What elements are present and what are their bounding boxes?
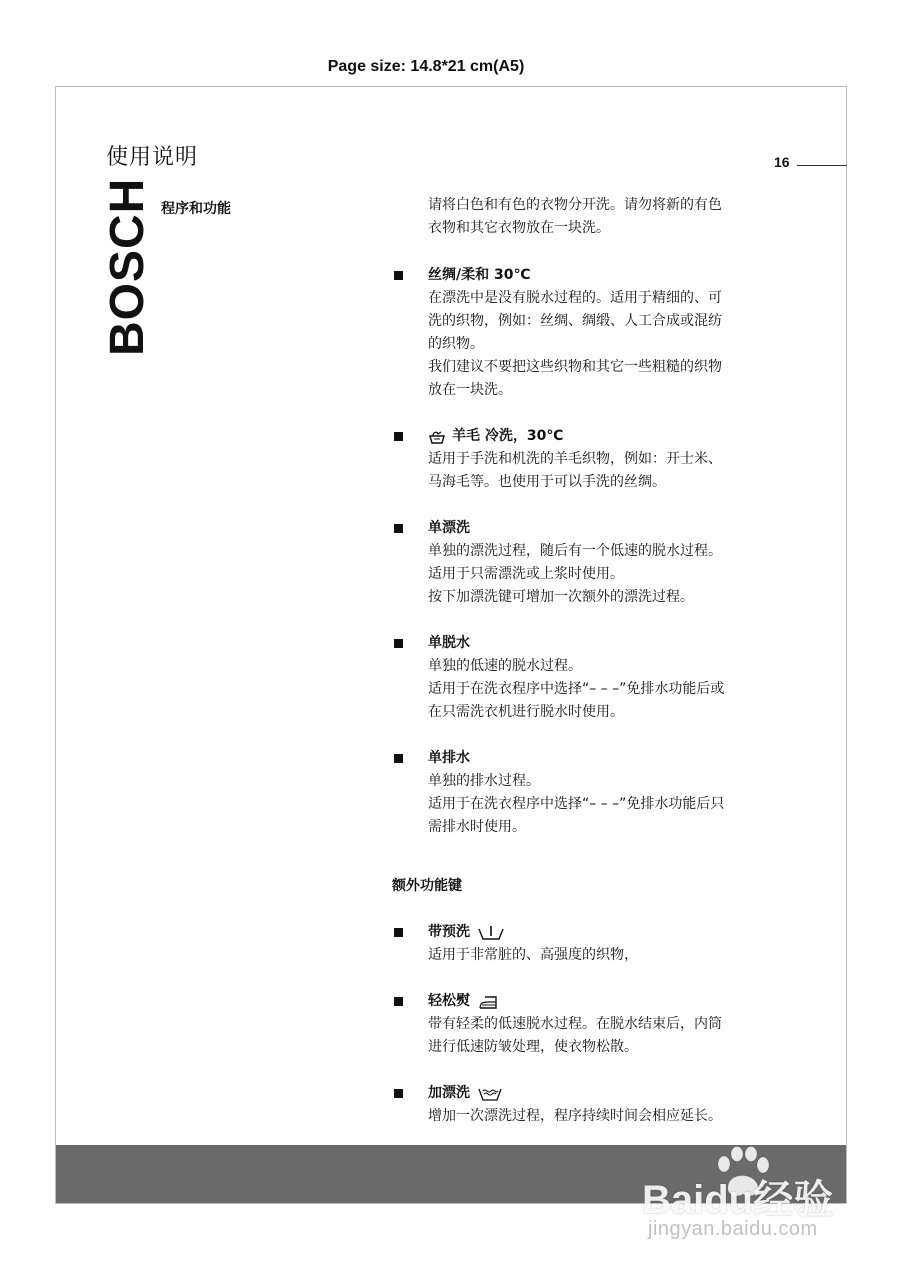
- intro-line: 请将白色和有色的衣物分开洗。请勿将新的有色: [428, 197, 722, 213]
- prewash-icon: [476, 925, 506, 941]
- program-line: 适用于手洗和机洗的羊毛织物，例如：开士米、: [428, 451, 722, 467]
- bullet-square-icon: [394, 1089, 403, 1098]
- extra-line: 带有轻柔的低速脱水过程。在脱水结束后，内筒: [428, 1016, 722, 1032]
- extra-item: [392, 990, 792, 1059]
- extra-title: [428, 921, 792, 944]
- program-item: [392, 632, 792, 724]
- bullet-square-icon: [394, 997, 403, 1006]
- extra-item: [392, 1082, 792, 1128]
- bullet-square-icon: [394, 928, 403, 937]
- program-line: 在漂洗中是没有脱水过程的。适用于精细的、可: [428, 290, 722, 306]
- extra-rinse-icon: [476, 1086, 504, 1102]
- extra-item: [392, 921, 792, 967]
- program-line: 单独的排水过程。: [428, 773, 540, 789]
- program-line: 单独的低速的脱水过程。: [428, 658, 582, 674]
- content-column: [392, 194, 792, 1151]
- page-number-rule: [797, 165, 847, 166]
- watermark-url: jingyan.baidu.com: [648, 1218, 818, 1240]
- program-line: 适用于在洗衣程序中选择“– – –”免排水功能后或: [428, 681, 725, 697]
- page-title: 使用说明: [106, 145, 199, 170]
- program-title-text: 单漂洗: [428, 520, 470, 536]
- program-title-text: 单脱水: [428, 635, 470, 651]
- program-item: [392, 264, 792, 402]
- brand-logo: BOSCH: [101, 177, 154, 356]
- watermark-brand: Baidu经验: [642, 1178, 834, 1222]
- extra-functions-heading: 额外功能键: [392, 878, 462, 894]
- bullet-square-icon: [394, 524, 403, 533]
- program-line: 适用于只需漂洗或上浆时使用。: [428, 566, 624, 582]
- program-line: 洗的织物，例如：丝绸、绸缎、人工合成或混纺: [428, 313, 722, 329]
- program-line: 马海毛等。也使用于可以手洗的丝绸。: [428, 474, 666, 490]
- program-title: [428, 425, 792, 448]
- program-title: [428, 517, 792, 540]
- page-size-note: Page size: 14.8*21 cm(A5): [327, 58, 525, 75]
- program-line: 在只需洗衣机进行脱水时使用。: [428, 704, 624, 720]
- program-title-text: 丝绸/柔和 30℃: [428, 267, 531, 283]
- intro-line: 衣物和其它衣物放在一块洗。: [428, 220, 610, 236]
- program-title-text: 羊毛 冷洗，30℃: [452, 428, 564, 444]
- program-line: 适用于在洗衣程序中选择“– – –”免排水功能后只: [428, 796, 725, 812]
- program-title: [428, 264, 792, 287]
- intro-paragraph: [392, 194, 792, 240]
- handwash-icon: [428, 429, 446, 445]
- extra-title-text: 加漂洗: [428, 1085, 470, 1101]
- program-line: 放在一块洗。: [428, 382, 512, 398]
- extra-line: 增加一次漂洗过程，程序持续时间会相应延长。: [428, 1108, 722, 1124]
- program-item: [392, 517, 792, 609]
- bullet-square-icon: [394, 639, 403, 648]
- program-item: [392, 747, 792, 839]
- extra-title: [428, 990, 792, 1013]
- page-number: 16: [774, 154, 790, 170]
- program-line: 的织物。: [428, 336, 484, 352]
- section-label: 程序和功能: [161, 201, 231, 217]
- program-line: 按下加漂洗键可增加一次额外的漂洗过程。: [428, 589, 694, 605]
- extra-title-text: 轻松熨: [428, 993, 470, 1009]
- bullet-square-icon: [394, 754, 403, 763]
- extra-line: 进行低速防皱处理，使衣物松散。: [428, 1039, 638, 1055]
- program-item: [392, 425, 792, 494]
- program-title: [428, 632, 792, 655]
- program-line: 我们建议不要把这些织物和其它一些粗糙的织物: [428, 359, 722, 375]
- extra-title-text: 带预洗: [428, 924, 470, 940]
- bullet-square-icon: [394, 271, 403, 280]
- program-title: [428, 747, 792, 770]
- extra-line: 适用于非常脏的、高强度的织物，: [428, 947, 638, 963]
- program-title-text: 单排水: [428, 750, 470, 766]
- program-line: 需排水时使用。: [428, 819, 526, 835]
- extra-title: [428, 1082, 792, 1105]
- program-line: 单独的漂洗过程，随后有一个低速的脱水过程。: [428, 543, 722, 559]
- bullet-square-icon: [394, 432, 403, 441]
- easy-iron-icon: [476, 993, 500, 1011]
